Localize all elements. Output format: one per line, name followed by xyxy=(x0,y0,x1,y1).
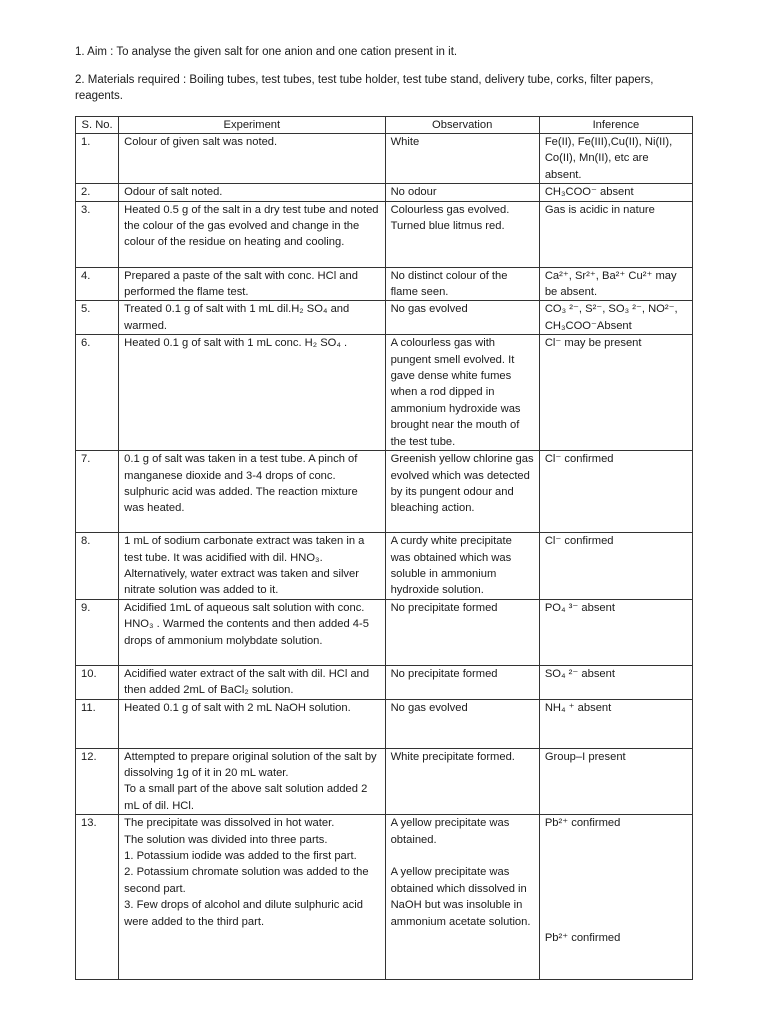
cell-experiment: 0.1 g of salt was taken in a test tube. A pinch of manganese dioxide and 3-4 drops of conc. sulphuric acid was added. The reaction mixture was heated. xyxy=(119,451,385,533)
cell-inference: Pb²⁺ confirmed Pb²⁺ confirmed xyxy=(539,815,692,980)
cell-inference: Ca²⁺, Sr²⁺, Ba²⁺ Cu²⁺ may be absent. xyxy=(539,267,692,301)
cell-inference: Cl⁻ confirmed xyxy=(539,533,692,600)
cell-inference: CH₃COO⁻ absent xyxy=(539,184,692,201)
cell-inference: NH₄ ⁺ absent xyxy=(539,699,692,748)
table-row xyxy=(76,665,693,699)
table-row xyxy=(76,748,693,815)
cell-sno: 5. xyxy=(76,301,119,335)
cell-experiment: Acidified 1mL of aqueous salt solution with conc. HNO₃ . Warmed the contents and then added 4-5 drops of ammonium molybdate solution. xyxy=(119,599,385,665)
cell-observation: No precipitate formed xyxy=(385,665,539,699)
table-row xyxy=(76,267,693,301)
cell-observation: A curdy white precipitate was obtained which was soluble in ammonium hydroxide solution. xyxy=(385,533,539,600)
cell-inference: Gas is acidic in nature xyxy=(539,201,692,267)
cell-inference: Cl⁻ confirmed xyxy=(539,451,692,533)
cell-inference: Fe(II), Fe(III),Cu(II), Ni(II), Co(II), Mn(II), etc are absent. xyxy=(539,134,692,184)
cell-sno: 1. xyxy=(76,134,119,184)
cell-observation: White precipitate formed. xyxy=(385,748,539,815)
cell-inference: CO₃ ²⁻, S²⁻, SO₃ ²⁻, NO²⁻, CH₃COO⁻Absent xyxy=(539,301,692,335)
cell-experiment: The precipitate was dissolved in hot water. The solution was divided into three parts. 1. Potassium iodide was added to the first part. 2. Potassium chromate solution was added to the second part. 3. Few drops of alcohol and dilute sulphuric acid were added to the third part. xyxy=(119,815,385,980)
cell-observation: No odour xyxy=(385,184,539,201)
table-header-row xyxy=(76,117,693,134)
aim-text: 1. Aim : To analyse the given salt for one anion and one cation present in it. xyxy=(75,46,458,58)
analysis-table xyxy=(75,116,693,980)
table-row xyxy=(76,201,693,267)
table-row xyxy=(76,335,693,451)
table-row xyxy=(76,301,693,335)
cell-sno: 11. xyxy=(76,699,119,748)
cell-experiment: 1 mL of sodium carbonate extract was taken in a test tube. It was acidified with dil. HNO₃. Alternatively, water extract was taken and silver nitrate solution was added to it. xyxy=(119,533,385,600)
cell-experiment: Acidified water extract of the salt with dil. HCl and then added 2mL of BaCl₂ solution. xyxy=(119,665,385,699)
table-row xyxy=(76,451,693,533)
cell-inference: PO₄ ³⁻ absent xyxy=(539,599,692,665)
cell-observation: White xyxy=(385,134,539,184)
cell-observation: Greenish yellow chlorine gas evolved which was detected by its pungent odour and bleaching action. xyxy=(385,451,539,533)
cell-sno: 10. xyxy=(76,665,119,699)
cell-experiment: Heated 0.5 g of the salt in a dry test tube and noted the colour of the gas evolved and change in the colour of the residue on heating and cooling. xyxy=(119,201,385,267)
cell-observation: No precipitate formed xyxy=(385,599,539,665)
cell-experiment: Attempted to prepare original solution of the salt by dissolving 1g of it in 20 mL water. To a small part of the above salt solution added 2 mL of dil. HCl. xyxy=(119,748,385,815)
table-row xyxy=(76,184,693,201)
cell-sno: 6. xyxy=(76,335,119,451)
cell-sno: 12. xyxy=(76,748,119,815)
header-inference: Inference xyxy=(539,117,692,134)
table-row xyxy=(76,815,693,980)
cell-inference: Group–I present xyxy=(539,748,692,815)
table-row xyxy=(76,533,693,600)
cell-observation: A colourless gas with pungent smell evolved. It gave dense white fumes when a rod dipped in ammonium hydroxide was brought near the mouth of the test tube. xyxy=(385,335,539,451)
cell-inference: Cl⁻ may be present xyxy=(539,335,692,451)
cell-sno: 9. xyxy=(76,599,119,665)
cell-observation: Colourless gas evolved. Turned blue litmus red. xyxy=(385,201,539,267)
cell-experiment: Prepared a paste of the salt with conc. HCl and performed the flame test. xyxy=(119,267,385,301)
cell-experiment: Odour of salt noted. xyxy=(119,184,385,201)
cell-experiment: Heated 0.1 g of salt with 1 mL conc. H₂ SO₄ . xyxy=(119,335,385,451)
cell-observation: No gas evolved xyxy=(385,699,539,748)
cell-experiment: Treated 0.1 g of salt with 1 mL dil.H₂ SO₄ and warmed. xyxy=(119,301,385,335)
cell-sno: 7. xyxy=(76,451,119,533)
cell-observation: A yellow precipitate was obtained. A yellow precipitate was obtained which dissolved in NaOH but was insoluble in ammonium acetate solution. xyxy=(385,815,539,980)
cell-inference: SO₄ ²⁻ absent xyxy=(539,665,692,699)
table-row xyxy=(76,134,693,184)
header-sno: S. No. xyxy=(76,117,119,134)
cell-experiment: Colour of given salt was noted. xyxy=(119,134,385,184)
table-row xyxy=(76,699,693,748)
cell-experiment: Heated 0.1 g of salt with 2 mL NaOH solution. xyxy=(119,699,385,748)
table-row xyxy=(76,599,693,665)
cell-observation: No gas evolved xyxy=(385,301,539,335)
cell-sno: 2. xyxy=(76,184,119,201)
materials-text: 2. Materials required : Boiling tubes, test tubes, test tube holder, test tube stand, delivery tube, corks, filter papers, reagents. xyxy=(75,74,654,102)
header-experiment: Experiment xyxy=(119,117,385,134)
cell-sno: 4. xyxy=(76,267,119,301)
cell-sno: 13. xyxy=(76,815,119,980)
cell-sno: 3. xyxy=(76,201,119,267)
header-observation: Observation xyxy=(385,117,539,134)
cell-sno: 8. xyxy=(76,533,119,600)
cell-observation: No distinct colour of the flame seen. xyxy=(385,267,539,301)
